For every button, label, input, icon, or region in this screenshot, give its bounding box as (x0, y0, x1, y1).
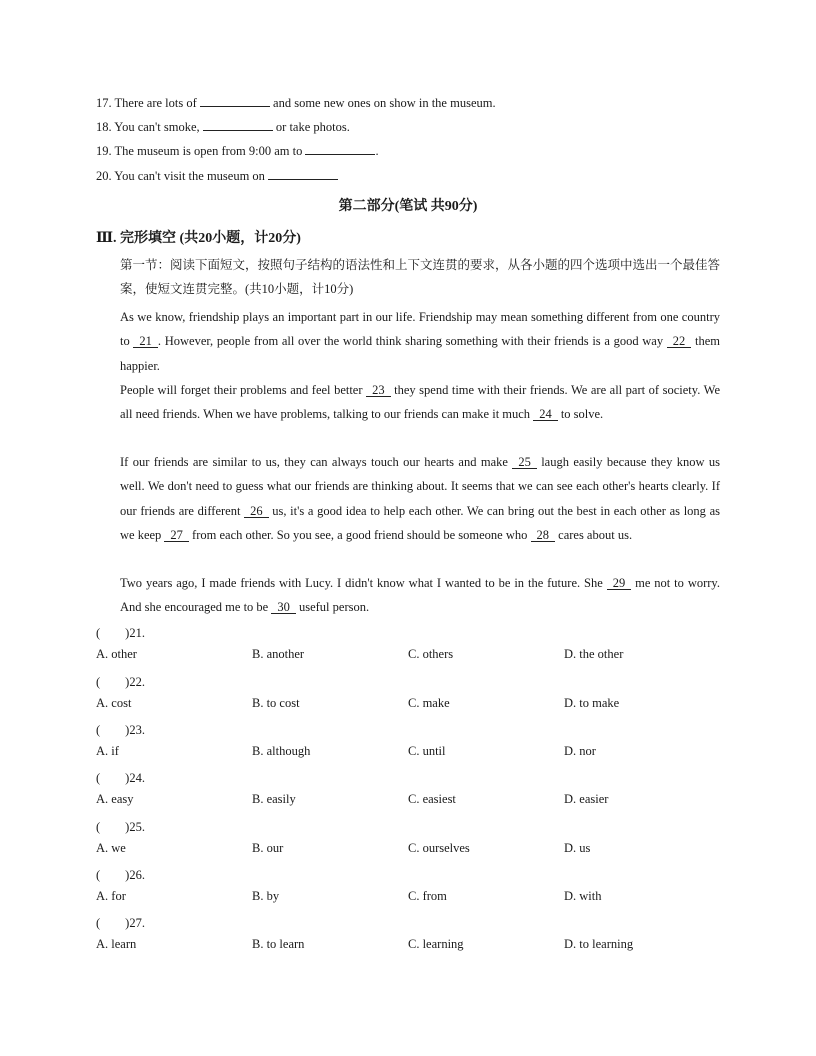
answer-blank[interactable] (200, 96, 270, 107)
question-options (96, 792, 720, 812)
question-label[interactable]: ( )22. (96, 675, 145, 689)
question-options (96, 841, 720, 861)
section-title: Ⅲ. 完形填空 (共20小题，计20分) (96, 231, 301, 246)
blank-25: 25 (512, 456, 537, 469)
question-label[interactable]: ( )23. (96, 723, 145, 737)
option-a[interactable]: A. we (96, 841, 126, 855)
option-c[interactable]: C. make (408, 696, 450, 710)
part-title: 第二部分(笔试 共90分) (338, 199, 478, 214)
option-a[interactable]: A. other (96, 647, 137, 661)
option-d[interactable]: D. to learning (564, 937, 634, 951)
item-text: or take photos. (275, 120, 350, 134)
question-options (96, 937, 720, 957)
option-a[interactable]: A. cost (96, 696, 132, 710)
passage-text: they spend time with their friends. We are all part of society. We all need friends. When we have problems, talking to our friends can make it much (120, 383, 720, 422)
item-text: You can't smoke, (114, 120, 200, 134)
item-text: There are lots of (114, 96, 197, 110)
passage-text: Two years ago, I made friends with Lucy. I didn't know what I wanted to be in the future. She (120, 576, 607, 590)
item-number: 17. (96, 96, 112, 110)
blank-29: 29 (607, 577, 632, 590)
question-options (96, 647, 720, 667)
passage-paragraph-3 (96, 450, 720, 547)
blank-22: 22 (667, 335, 692, 348)
option-b[interactable]: B. to learn (252, 937, 305, 951)
option-c[interactable]: C. until (408, 744, 446, 758)
listening-item-17 (96, 96, 496, 111)
passage-paragraph-1 (96, 305, 720, 378)
option-b[interactable]: B. although (252, 744, 311, 758)
option-b[interactable]: B. another (252, 647, 305, 661)
instructions (96, 253, 720, 302)
option-b[interactable]: B. our (252, 841, 284, 855)
item-text: and some new ones on show in the museum. (273, 96, 496, 110)
option-c[interactable]: C. learning (408, 937, 464, 951)
option-c[interactable]: C. from (408, 889, 447, 903)
passage-paragraph-4 (96, 571, 720, 620)
item-number: 18. (96, 120, 112, 134)
blank-24: 24 (533, 408, 558, 421)
question-label[interactable]: ( )25. (96, 820, 145, 834)
option-b[interactable]: B. to cost (252, 696, 300, 710)
passage-text: useful person. (295, 600, 370, 615)
question-options (96, 696, 720, 716)
option-d[interactable]: D. with (564, 889, 602, 903)
question-options (96, 744, 720, 764)
passage-text: us, it's a good idea to help each other. We can bring out the best in each other as long as we keep (120, 503, 720, 542)
question-label[interactable]: ( )21. (96, 626, 145, 640)
option-c[interactable]: C. ourselves (408, 841, 470, 855)
listening-item-19 (96, 144, 379, 159)
answer-blank[interactable] (305, 144, 375, 155)
blank-27: 27 (164, 529, 189, 542)
blank-26: 26 (244, 505, 269, 518)
item-text: . (375, 144, 379, 158)
answer-blank[interactable] (203, 120, 273, 131)
option-c[interactable]: C. easiest (408, 792, 456, 806)
option-a[interactable]: A. learn (96, 937, 137, 951)
option-a[interactable]: A. for (96, 889, 126, 903)
blank-21: 21 (133, 335, 158, 348)
passage-text: to solve. (557, 407, 604, 422)
item-number: 20. (96, 169, 112, 183)
option-c[interactable]: C. others (408, 647, 454, 661)
passage-text: cares about us. (555, 527, 633, 542)
option-d[interactable]: D. us (564, 841, 591, 855)
listening-item-18 (96, 120, 350, 135)
listening-item-20 (96, 169, 338, 184)
passage-text: If our friends are similar to us, they can always touch our hearts and make (120, 455, 513, 469)
option-b[interactable]: B. easily (252, 792, 296, 806)
option-a[interactable]: A. if (96, 744, 119, 758)
item-number: 19. (96, 144, 112, 158)
blank-23: 23 (366, 384, 391, 397)
option-b[interactable]: B. by (252, 889, 280, 903)
blank-28: 28 (531, 529, 556, 542)
passage-text: As we know, friendship plays an important part in our life. Friendship may mean something different from one country to (120, 310, 720, 349)
passage-text: People will forget their problems and feel better (120, 383, 367, 397)
answer-blank[interactable] (268, 169, 338, 180)
question-label[interactable]: ( )26. (96, 868, 145, 882)
question-label[interactable]: ( )24. (96, 771, 145, 785)
item-text: You can't visit the museum on (114, 169, 265, 183)
option-d[interactable]: D. easier (564, 792, 609, 806)
passage-paragraph-2 (96, 378, 720, 427)
item-text: The museum is open from 9:00 am to (114, 144, 303, 158)
passage-text: . However, people from all over the world think sharing something with their friends is a good way (157, 334, 667, 349)
option-d[interactable]: D. the other (564, 647, 624, 661)
blank-30: 30 (271, 601, 296, 614)
passage-text: laugh easily because they know us well. We don't need to guess what our friends are thinking about. It seems that we can see each other's hearts clearly. If our friends are different (120, 455, 720, 518)
option-a[interactable]: A. easy (96, 792, 134, 806)
question-label[interactable]: ( )27. (96, 916, 145, 930)
option-d[interactable]: D. to make (564, 696, 620, 710)
option-d[interactable]: D. nor (564, 744, 596, 758)
passage-text: them happier. (120, 334, 720, 373)
question-options (96, 889, 720, 909)
instructions-text: 第一节：阅读下面短文，按照句子结构的语法性和上下文连贯的要求，从各小题的四个选项中选出一个最佳答案，使短文连贯完整。(共10小题，计10分) (120, 258, 721, 297)
passage-text: me not to worry. And she encouraged me to be (120, 576, 720, 615)
passage-text: from each other. So you see, a good friend should be someone who (188, 527, 531, 542)
